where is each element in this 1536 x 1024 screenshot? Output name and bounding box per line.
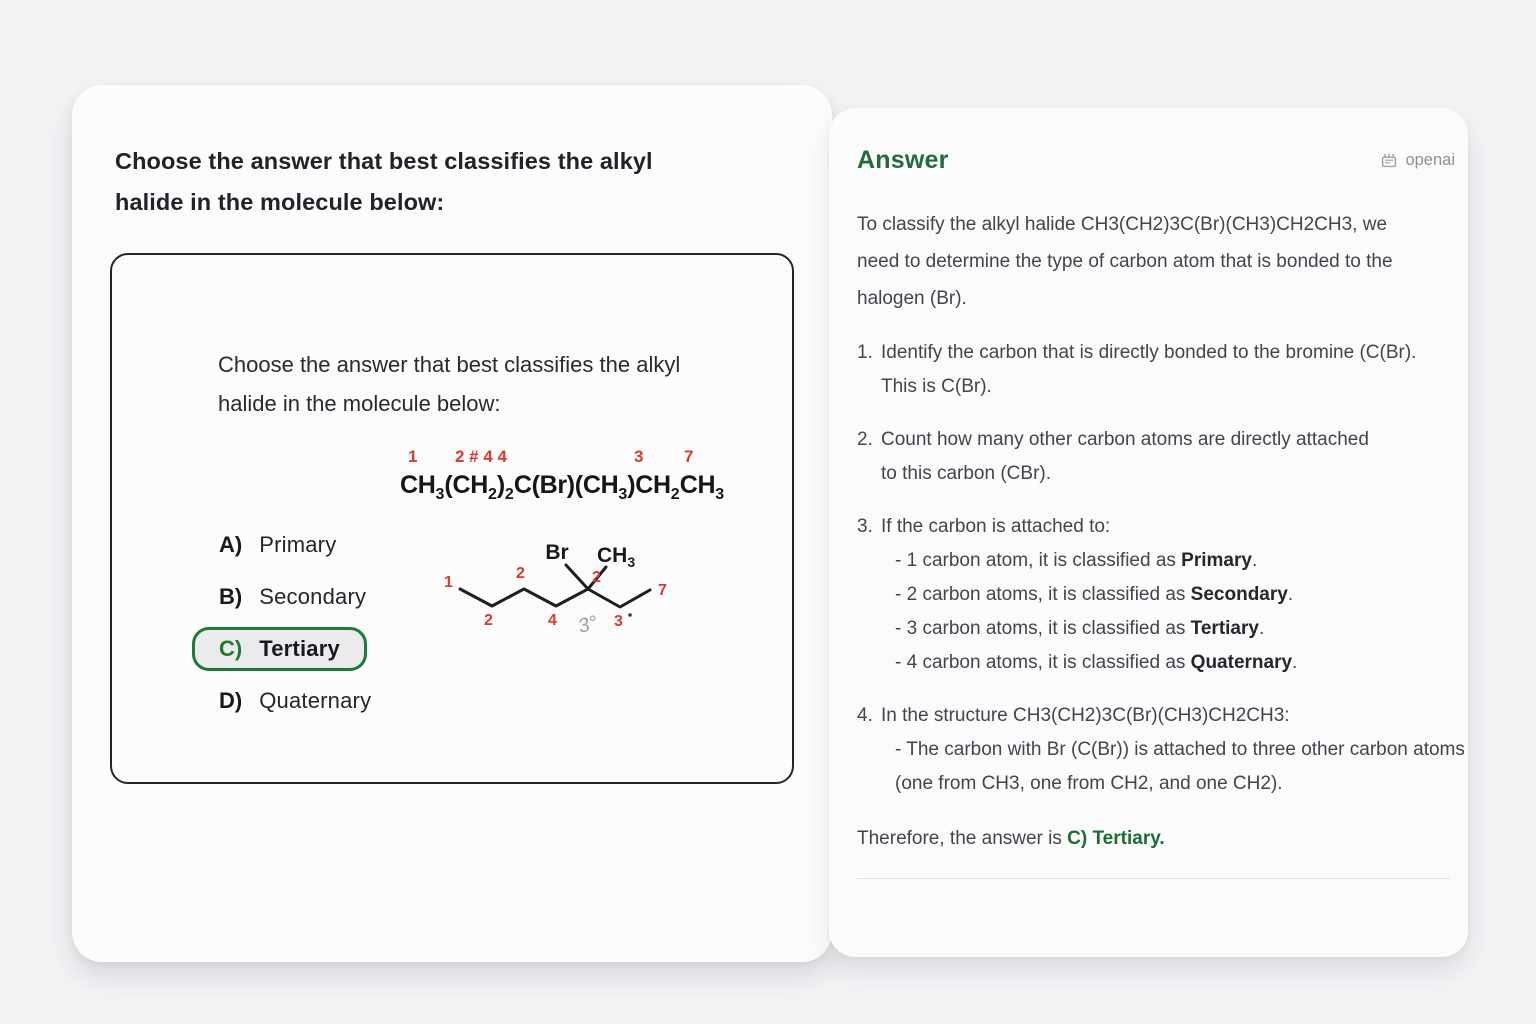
- step-main: [881, 705, 1290, 726]
- step-main: [881, 516, 1110, 537]
- bond-to-br: [566, 565, 588, 589]
- step-item: [857, 510, 1457, 680]
- question-card: [72, 85, 832, 962]
- formula-subscript: 3: [618, 486, 628, 503]
- formula-subscript: 2: [504, 486, 514, 503]
- answer-card: [829, 108, 1468, 957]
- formula-annotations: [400, 447, 760, 471]
- step-sub-line: [881, 544, 1468, 578]
- carbon-count-label: 2: [592, 569, 601, 586]
- option-tertiary[interactable]: [218, 623, 398, 675]
- formula-subscript: 3: [435, 486, 445, 503]
- step-main: [881, 429, 1369, 484]
- step-number: 1.: [857, 342, 873, 363]
- answer-heading: Answer: [857, 146, 949, 174]
- carbon-count-label: 1: [444, 574, 453, 591]
- step-number: 4.: [857, 705, 873, 726]
- carbon-chain-bonds: [460, 589, 650, 607]
- step-item: [857, 699, 1465, 801]
- step-text: .: [1287, 584, 1294, 605]
- radical-dot: [628, 613, 632, 617]
- handwritten-note: 3°: [575, 611, 600, 638]
- step-sub-line: [881, 578, 1468, 612]
- formula-subscript: 3: [715, 486, 725, 503]
- step-text: Count how many other carbon atoms are directly attached to this carbon (CBr).: [881, 429, 1369, 484]
- step-text: Identify the carbon that is directly bonded to the bromine (C(Br). This is C(Br).: [881, 342, 1417, 397]
- question-box: [110, 253, 794, 784]
- option-primary[interactable]: [218, 519, 398, 571]
- step-item: [857, 336, 1457, 404]
- inner-question-text: Choose the answer that best classifies the alkyl halide in the molecule below:: [218, 352, 681, 416]
- classification-term: Secondary: [1190, 584, 1288, 605]
- formula-text: C(Br)(CH: [513, 471, 619, 499]
- option-label: Primary: [259, 532, 337, 557]
- option-pill[interactable]: [192, 679, 398, 723]
- option-pill[interactable]: [192, 575, 393, 619]
- classification-term: Primary: [1181, 550, 1252, 571]
- openai-brand: [1380, 151, 1455, 170]
- options-list: [218, 519, 398, 727]
- formula-text: CH: [679, 471, 716, 499]
- formula-text: (CH: [444, 471, 488, 499]
- formula-text: )CH: [627, 471, 671, 499]
- step-number: 2.: [857, 429, 873, 450]
- carbon-count-label: 7: [658, 582, 667, 599]
- step-text: - 2 carbon atoms, it is classified as: [895, 584, 1191, 605]
- carbon-count-label: 4: [548, 612, 557, 629]
- carbon-count-label: 3: [614, 613, 623, 630]
- step-text: .: [1292, 652, 1298, 673]
- chemical-formula: [400, 471, 760, 504]
- step-text: .: [1258, 618, 1265, 639]
- br-label: Br: [545, 541, 569, 564]
- question-title: Choose the answer that best classifies the alkyl halide in the molecule below:: [115, 148, 653, 215]
- option-pill[interactable]: [192, 523, 363, 567]
- step-main: [881, 342, 1416, 397]
- step-sub-line: [881, 646, 1468, 680]
- option-letter: A): [219, 532, 243, 557]
- step-sub-line: [881, 612, 1468, 646]
- option-secondary[interactable]: [218, 571, 398, 623]
- formula-text: ): [496, 471, 505, 499]
- answer-steps: [857, 336, 1465, 801]
- formula-block: [400, 447, 760, 504]
- answer-content: [857, 146, 1465, 879]
- formula-annotation: 3: [634, 447, 644, 466]
- formula-annotation: 7: [684, 447, 694, 466]
- step-text: .: [1251, 550, 1258, 571]
- formula-subscript: 2: [487, 486, 497, 503]
- step-text: - 1 carbon atom, it is classified as: [895, 550, 1182, 571]
- option-letter: B): [219, 584, 243, 609]
- option-letter: C): [219, 636, 243, 661]
- classification-term: Quaternary: [1190, 652, 1293, 673]
- step-text: - 4 carbon atoms, it is classified as: [895, 652, 1191, 673]
- classification-term: Tertiary: [1190, 618, 1259, 639]
- answer-intro: To classify the alkyl halide CH3(CH2)3C(Br)(CH3)CH2CH3, we need to determine the type of carbon atom that is bonded to the halogen (Br).: [857, 214, 1393, 309]
- step-text: In the structure CH3(CH2)3C(Br)(CH3)CH2CH3:: [881, 705, 1290, 726]
- conclusion-text: [857, 828, 1457, 850]
- molecule-diagram: [440, 531, 712, 655]
- carbon-count-label: 2: [484, 612, 493, 629]
- answer-header: [857, 146, 1455, 175]
- option-pill[interactable]: [192, 627, 367, 671]
- option-label: Quaternary: [259, 688, 372, 713]
- brand-name: openai: [1405, 151, 1455, 169]
- option-label: Tertiary: [259, 636, 340, 661]
- option-label: Secondary: [259, 584, 367, 609]
- formula-subscript: 2: [670, 486, 680, 503]
- conclusion-answer: C) Tertiary.: [1067, 828, 1165, 849]
- formula-annotation: 2 # 4 4: [455, 447, 507, 466]
- formula-annotation: 1: [408, 447, 418, 466]
- divider: [857, 878, 1450, 879]
- step-text: If the carbon is attached to:: [881, 516, 1111, 537]
- formula-text: CH: [400, 471, 436, 499]
- option-quaternary[interactable]: [218, 675, 398, 727]
- openai-logo-icon: [1380, 152, 1398, 170]
- ch3-label: $CH_3$: [597, 544, 636, 570]
- conclusion-prefix: Therefore, the answer is: [857, 828, 1068, 849]
- step-text: - The carbon with Br (C(Br)) is attached to three other carbon atoms (one from CH3, one from CH2, and one CH2).: [895, 739, 1465, 794]
- step-item: [857, 423, 1386, 491]
- option-letter: D): [219, 688, 243, 713]
- step-sub-line: [881, 733, 1468, 801]
- step-number: 3.: [857, 516, 873, 537]
- step-text: - 3 carbon atoms, it is classified as: [895, 618, 1191, 639]
- carbon-count-label: 2: [516, 565, 525, 582]
